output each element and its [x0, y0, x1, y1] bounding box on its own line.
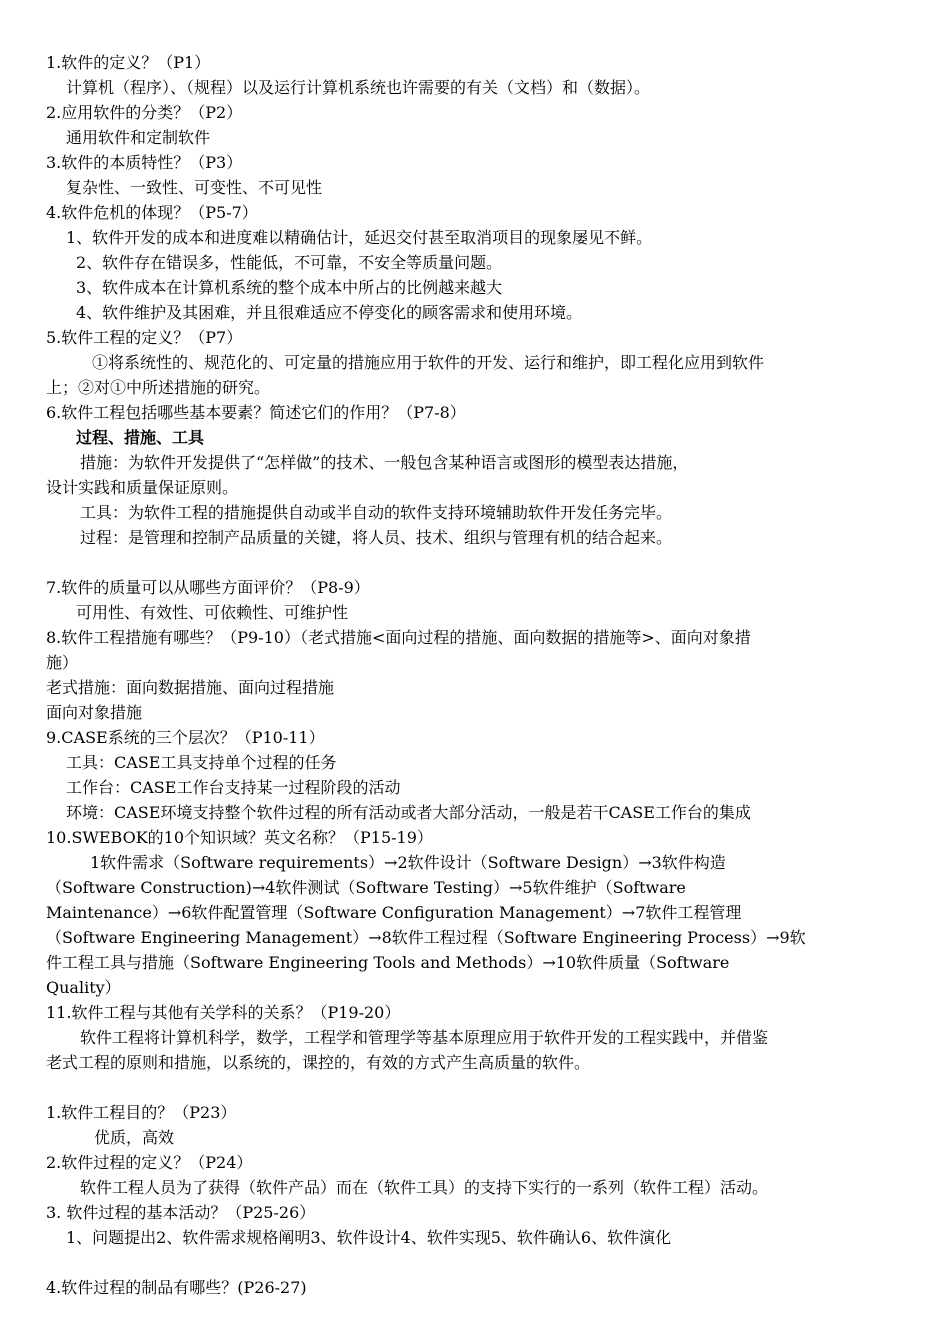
- text-line: 5.软件工程的定义？（P7）: [46, 328, 243, 347]
- text-line: 面向对象措施: [46, 703, 143, 722]
- text-line: 施）: [46, 653, 79, 672]
- text-line: 1.软件的定义？（P1）: [46, 53, 211, 72]
- text-line: （Software Engineering Management）→8软件工程过程（Software Engineering Process）→9软: [46, 928, 806, 947]
- text-line: 过程：是管理和控制产品质量的关键，将人员、技术、组织与管理有机的结合起来。: [80, 528, 673, 547]
- text-line: 10.SWEBOK的10个知识域？英文名称？（P15-19）: [46, 828, 433, 847]
- text-line: 11.软件工程与其他有关学科的关系？（P19-20）: [46, 1003, 401, 1022]
- text-line: 件工程工具与措施（Software Engineering Tools and Methods）→10软件质量（Software: [46, 953, 730, 972]
- text-line: 2.应用软件的分类？（P2）: [46, 103, 243, 122]
- text-line: 工具：为软件工程的措施提供自动或半自动的软件支持环境辅助软件开发任务完毕。: [80, 503, 673, 522]
- text-line: 1、问题提出2、软件需求规格阐明3、软件设计4、软件实现5、软件确认6、软件演化: [66, 1228, 672, 1247]
- text-line: Maintenance）→6软件配置管理（Software Configuration Management）→7软件工程管理: [46, 903, 742, 922]
- text-line: 计算机（程序）、（规程）以及运行计算机系统也许需要的有关（文档）和（数据）。: [66, 78, 651, 97]
- text-line: 环境：CASE环境支持整个软件过程的所有活动或者大部分活动，一般是若干CASE工作台的集成: [66, 803, 751, 822]
- text-line: 3、软件成本在计算机系统的整个成本中所占的比例越来越大: [76, 278, 503, 297]
- text-line: 9.CASE系统的三个层次？（P10-11）: [46, 728, 325, 747]
- text-line: ①将系统性的、规范化的、可定量的措施应用于软件的开发、运行和维护，即工程化应用到软件: [92, 353, 765, 372]
- text-line: 软件工程将计算机科学，数学，工程学和管理学等基本原理应用于软件开发的工程实践中，并借鉴: [80, 1028, 769, 1047]
- text-line: 1、软件开发的成本和进度难以精确估计，延迟交付甚至取消项目的现象屡见不鲜。: [66, 228, 653, 247]
- text-line: 2、软件存在错误多，性能低，不可靠，不安全等质量问题。: [76, 253, 503, 272]
- text-line: 3.软件的本质特性？（P3）: [46, 153, 243, 172]
- text-line: 8.软件工程措施有哪些？（P9-10）（老式措施<面向过程的措施、面向数据的措施等>、面向对象措: [46, 628, 751, 647]
- text-line: Quality）: [46, 978, 121, 997]
- text-line: 7.软件的质量可以从哪些方面评价？（P8-9）: [46, 578, 370, 597]
- text-line: 4、软件维护及其困难，并且很难适应不停变化的顾客需求和使用环境。: [76, 303, 583, 322]
- text-line: 优质，高效: [94, 1128, 175, 1147]
- text-line: 通用软件和定制软件: [66, 128, 211, 147]
- text-line: 3. 软件过程的基本活动？（P25-26）: [46, 1203, 316, 1222]
- text-line: （Software Construction)→4软件测试（Software Testing）→5软件维护（Software: [46, 878, 686, 897]
- text-line: 1.软件工程目的？（P23）: [46, 1103, 237, 1122]
- text-line: 可用性、有效性、可依赖性、可维护性: [76, 603, 349, 622]
- text-line: 1软件需求（Software requirements）→2软件设计（Software Design）→3软件构造: [90, 853, 726, 872]
- text-line: 工作台：CASE工作台支持某一过程阶段的活动: [66, 778, 401, 797]
- text-line: 老式工程的原则和措施，以系统的，课控的，有效的方式产生高质量的软件。: [46, 1053, 591, 1072]
- text-line: 老式措施：面向数据措施、面向过程措施: [46, 678, 335, 697]
- text-line: 设计实践和质量保证原则。: [46, 478, 239, 497]
- text-line: 工具：CASE工具支持单个过程的任务: [66, 753, 337, 772]
- text-line: 2.软件过程的定义？（P24）: [46, 1153, 253, 1172]
- text-line: 复杂性、一致性、可变性、不可见性: [66, 178, 323, 197]
- text-line: 措施：为软件开发提供了“怎样做”的技术、一般包含某种语言或图形的模型表达措施，: [80, 453, 689, 472]
- text-line: 软件工程人员为了获得（软件产品）而在（软件工具）的支持下实行的一系列（软件工程）活动。: [80, 1178, 769, 1197]
- text-line: 4.软件过程的制品有哪些？(P26-27): [46, 1278, 307, 1297]
- text-line: 6.软件工程包括哪些基本要素？简述它们的作用？（P7-8）: [46, 403, 466, 422]
- text-line: 过程、措施、工具: [76, 428, 205, 447]
- text-line: 4.软件危机的体现？（P5-7）: [46, 203, 258, 222]
- text-line: 上；②对①中所述措施的研究。: [46, 378, 271, 397]
